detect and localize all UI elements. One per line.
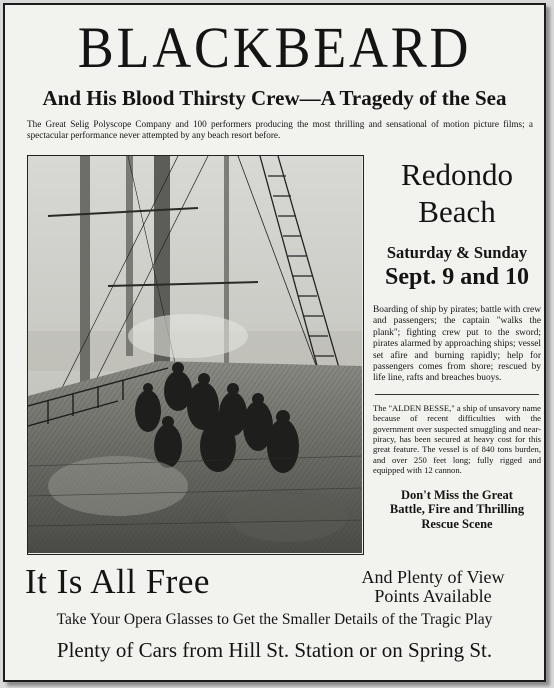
free-headline: It Is All Free (25, 562, 210, 601)
event-days: Saturday & Sunday (386, 243, 528, 262)
ship-note: The "ALDEN BESSE," a ship of unsavory name because of recent difficulties with the government over suspected smuggling and near-piracy, has been secured at heavy cost for this great feature. The vessel is of 840 tons burden, and over 250 feet long; fully rigged and equipped with 12 cannon. (373, 402, 541, 476)
newspaper-advertisement (3, 3, 546, 682)
event-description: Boarding of ship by pirates; battle with crew and passengers; the captain "walks the plank"; fighting crew put to the sword; pirates alarmed by approaching ships; vessel set afire and burning rapidly; help for passengers comes from shore; rescued by life line, rafts and breaches buoys. (373, 305, 541, 384)
dont-miss-callout (371, 488, 543, 532)
ad-title: BLACKBEARD (77, 15, 472, 80)
venue-line-1: Redondo (401, 157, 513, 192)
event-details-column (371, 155, 543, 531)
cars-note: Plenty of Cars from Hill St. Station or on Spring St. (56, 638, 493, 662)
ad-subtitle: And His Blood Thirsty Crew—A Tragedy of the Sea (42, 86, 507, 110)
venue-line-2: Beach (418, 194, 496, 229)
view-line-2: Points Available (374, 586, 492, 606)
opera-glasses-note: Take Your Opera Glasses to Get the Smaller Details of the Tragic Play (56, 611, 493, 628)
dont-miss-line-2: Battle, Fire and Thrilling (389, 502, 525, 517)
ship-deck-illustration (27, 155, 364, 555)
view-line-1: And Plenty of View (361, 567, 505, 587)
dont-miss-line-3: Rescue Scene (421, 516, 493, 531)
dont-miss-line-1: Don't Miss the Great (401, 487, 513, 502)
divider (375, 394, 539, 395)
event-dates: Sept. 9 and 10 (384, 264, 530, 290)
view-points-note (323, 568, 543, 606)
ad-intro: The Great Selig Polyscope Company and 100 performers producing the most thrilling and sensational of motion picture films; a spectacular performance never attempted by any beach resort before. (27, 119, 533, 140)
